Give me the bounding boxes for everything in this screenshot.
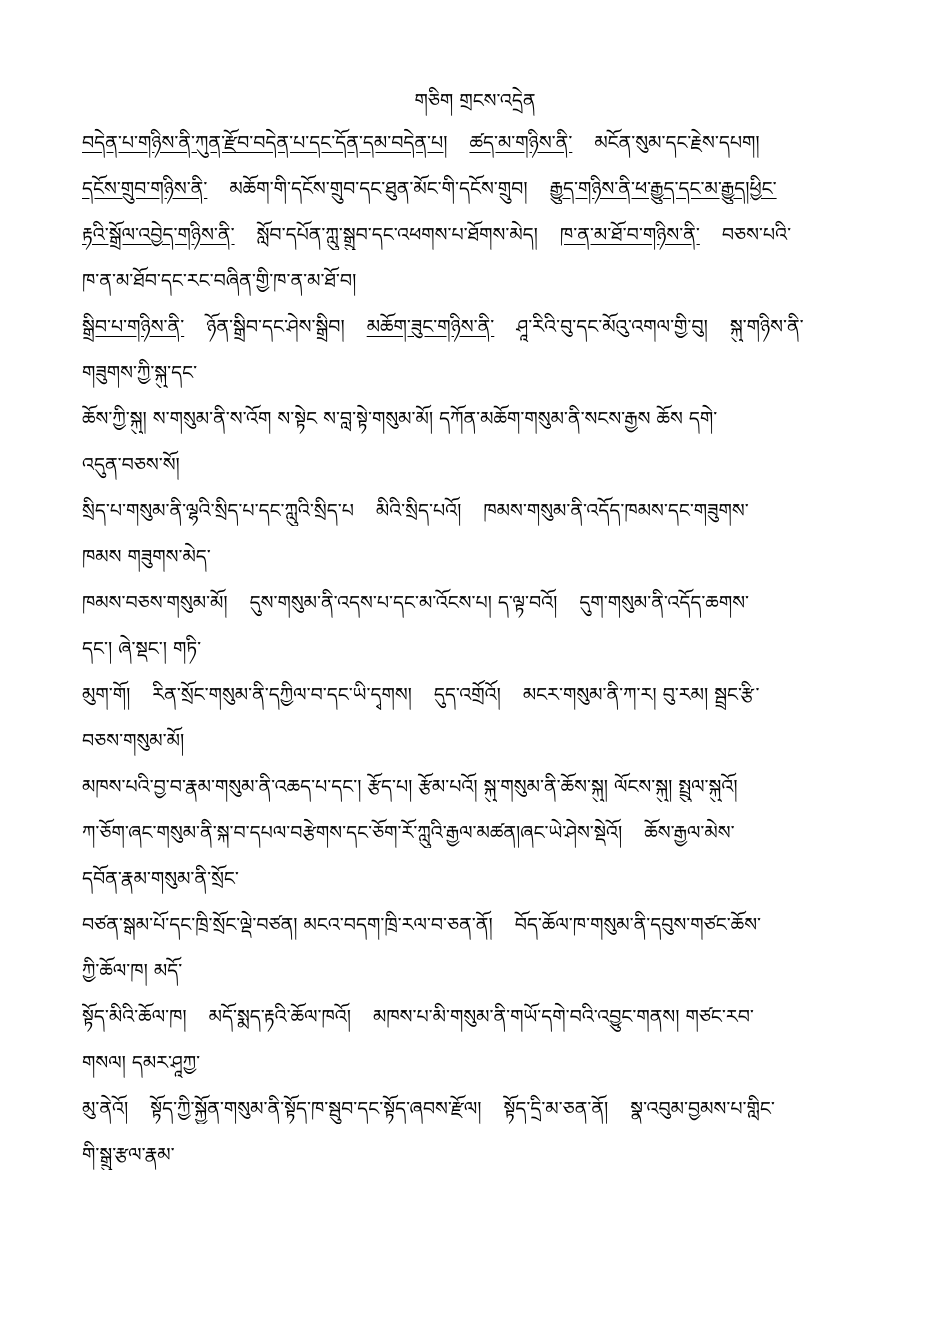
underlined-term: ཚད་མ་གཉིས་ནི་ [469,132,573,154]
text-line [82,910,872,940]
text-line [82,542,872,572]
text-segment: གི་སྒྲུ་རྩལ་རྣམ་ [82,1144,175,1166]
text-segment: འདུན་བཅས་སོ། [82,454,180,476]
text-line [82,450,872,480]
text-segment: དུས་གསུམ་ནི་འདས་པ་དང་མ་འོངས་པ། ད་ལྟ་བའོ། [249,592,558,614]
text-segment: སྟོད་དྲི་མ་ཅན་ནོ། [503,1098,609,1120]
text-segment: མུག་གོ། [82,684,131,706]
text-segment: མཁས་པ་མི་གསུམ་ནི་གཡོ་དགེ་བའི་འབྱུང་གནས། གཙང་རབ་ [373,1006,754,1028]
text-segment: མཆོག་གི་དངོས་གྲུབ་དང་ཐུན་མོང་གི་དངོས་གྲུབ། [229,178,528,200]
text-segment: ཉོན་སྒྲིབ་དང་ཤེས་སྒྲིབ། [206,316,345,338]
text-segment: བོད་ཆོལ་ཁ་གསུམ་ནི་དབུས་གཙང་ཆོས་ [514,914,762,936]
text-line [82,358,872,388]
text-line [82,772,872,802]
page-title: གཅིག གྲངས་འདྲེན [414,90,536,112]
text-line [82,220,872,250]
underlined-term: དངོས་གྲུབ་གཉིས་ནི་ [82,178,208,200]
text-line [82,1140,872,1170]
text-segment: དབོན་རྣམ་གསུམ་ནི་སྲོང་ [82,868,239,890]
text-segment: མདོ་སྨད་རྟའི་ཆོལ་ཁའོ། [208,1006,351,1028]
text-line [82,1048,872,1078]
underlined-term: ཁ་ན་མ་ཐོ་བ་གཉིས་ནི་ [559,224,700,246]
text-line [82,496,872,526]
text-line [82,726,872,756]
text-segment: ཁམས་བཅས་གསུམ་མོ། [82,592,228,614]
underlined-term: བདེན་པ་གཉིས་ནི་ཀུན་རྫོབ་བདེན་པ་དང་དོན་དམ་བདེན་པ། [82,132,448,154]
text-line [82,174,872,204]
text-segment: དང་། ཞེ་སྡང་། གཏི་ [82,638,202,660]
text-segment: དུད་འགྲོའོ། [433,684,501,706]
text-line [82,404,872,434]
text-segment: རིན་སྲོང་གསུམ་ནི་དཀྱིལ་བ་དང་ཡི་དྭགས། [152,684,412,706]
underlined-term: རྒྱུད་གཉིས་ནི་ཕ་རྒྱུད་དང་མ་རྒྱུད།ཕྱིང་ [549,178,777,200]
underlined-term: སྒྲིབ་པ་གཉིས་ནི་ [82,316,185,338]
text-line [82,1094,872,1124]
text-segment: གསལ། དམར་ཤཱཀྱ་ [82,1052,201,1074]
text-line [82,266,872,296]
text-segment: སྲིད་པ་གསུམ་ནི་ལྷའི་སྲིད་པ་དང་ཀླུའི་སྲིད་པ [82,500,354,522]
text-segment: སློབ་དཔོན་ཀླུ་སྒྲུབ་དང་འཕགས་པ་ཐོགས་མེད། [256,224,538,246]
text-line [82,312,872,342]
text-segment: དུག་གསུམ་ནི་འདོད་ཆགས་ [579,592,750,614]
text-line [82,128,872,158]
text-segment: བཅས་པའི་ [721,224,792,246]
text-segment: མངོན་སུམ་དང་རྗེས་དཔག། [594,132,760,154]
text-segment: སྟོད་ཀྱི་སྐྱོན་གསུམ་ནི་སྟོད་ཁ་སྦུབ་དང་སྟོད་ཞབས་རྫོལ། [150,1098,482,1120]
text-segment: མཁས་པའི་བྱ་བ་རྣམ་གསུམ་ནི་འཆད་པ་དང་། རྩོད་པ། རྩོམ་པའོ། སྐུ་གསུམ་ནི་ཆོས་སྐུ། ལོངས་སྐུ། སྤྲུལ་སྐུའོ། [82,776,738,798]
underlined-term: མཆོག་ཟུང་གཉིས་ནི་ [366,316,495,338]
text-segment: བཙན་སྒམ་པོ་དང་ཁྲི་སྲོང་ལྡེ་བཙན། མངའ་བདག་ཁྲི་རལ་བ་ཅན་ནོ། [82,914,493,936]
text-line [82,588,872,618]
text-line [82,818,872,848]
text-segment: ཁ་ན་མ་ཐོབ་དང་རང་བཞིན་གྱི་ཁ་ན་མ་ཐོ་བ། [82,270,357,292]
text-segment: ཤཱ་རིའི་བུ་དང་མོའུ་འགལ་གྱི་བུ། [516,316,708,338]
text-line [82,634,872,664]
text-line [82,1002,872,1032]
text-line [82,864,872,894]
text-segment: སྣ་འབུམ་བྱམས་པ་གླིང་ [630,1098,775,1120]
text-segment: ཀྱི་ཆོལ་ཁ། མདོ་ [82,960,183,982]
underlined-term: རྟའི་སྒྲོལ་འབྱེད་གཉིས་ནི་ [82,224,235,246]
text-segment: མིའི་སྲིད་པའོ། [375,500,462,522]
text-line [82,956,872,986]
text-segment: མངར་གསུམ་ནི་ཀ་ར། བུ་རམ། སྦྲང་རྩི་ [522,684,760,706]
text-segment: སྟོད་མིའི་ཆོལ་ཁ། [82,1006,187,1028]
text-segment: བཅས་གསུམ་མོ། [82,730,185,752]
text-segment: ཁམས་གསུམ་ནི་འདོད་ཁམས་དང་གཟུགས་ [483,500,749,522]
text-segment: ཁམས གཟུགས་མེད་ [82,546,211,568]
text-segment: མུ་ནེའོ། [82,1098,129,1120]
text-segment: གཟུགས་ཀྱི་སྐུ་དང་ [82,362,198,384]
text-line [82,680,872,710]
text-segment: སྐུ་གཉིས་ནི་ [729,316,804,338]
text-segment: ཆོས་ཀྱི་སྐུ། ས་གསུམ་ནི་ས་འོག ས་སྟེང ས་བླ་སྟེ་གསུམ་མོ། དཀོན་མཆོག་གསུམ་ནི་སངས་རྒྱས ཆོས དགེ་ [82,408,718,430]
text-segment: ཆོས་རྒྱལ་མེས་ [644,822,735,844]
text-segment: ཀ་ཅོག་ཞང་གསུམ་ནི་སྐ་བ་དཔལ་བརྩེགས་དང་ཅོག་རོ་ཀླུའི་རྒྱལ་མཚན།ཞང་ཡེ་ཤེས་སྡེའོ། [82,822,623,844]
